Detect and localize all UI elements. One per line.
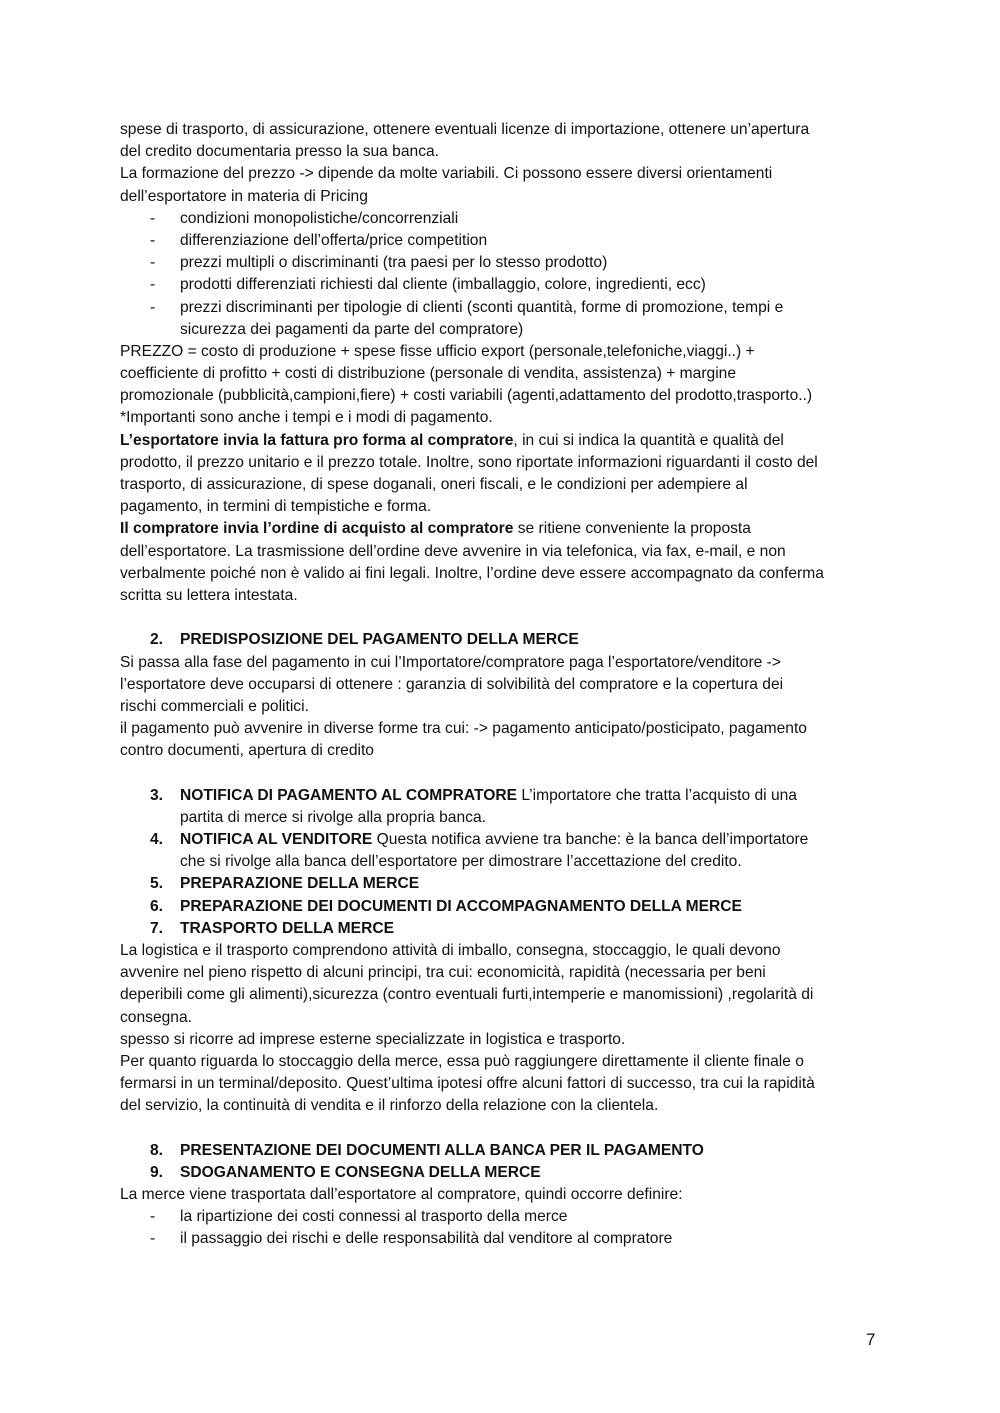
bullet-dash: - bbox=[150, 1208, 156, 1226]
paragraph-line: La merce viene trasportata dall’esportatore al compratore, quindi occorre definire: bbox=[120, 1186, 683, 1203]
paragraph-line: scritta su lettera intestata. bbox=[120, 586, 298, 604]
paragraph-line: La formazione del prezzo -> dipende da molte variabili. Ci possono essere diversi orientamenti bbox=[120, 165, 773, 183]
paragraph-line: coefficiente di profitto + costi di distribuzione (personale di vendita, assistenza) + margine bbox=[120, 365, 736, 383]
list-item: - differenziazione dell’offerta/price competition bbox=[120, 230, 890, 252]
page-number: 7 bbox=[866, 1330, 876, 1349]
list-item: - prezzi multipli o discriminanti (tra paesi per lo stesso prodotto) bbox=[120, 252, 890, 274]
section-heading: 9. SDOGANAMENTO E CONSEGNA DELLA MERCE bbox=[150, 1163, 541, 1181]
paragraph-line: verbalmente poiché non è valido ai fini legali. Inoltre, l’ordine deve essere accompagnato da conferma bbox=[120, 564, 824, 582]
section-heading: 7. TRASPORTO DELLA MERCE bbox=[150, 919, 394, 937]
paragraph-line: fermarsi in un terminal/deposito. Quest’ultima ipotesi offre alcuni fattori di successo, tra cui la rapidità bbox=[120, 1075, 815, 1093]
paragraph-line: deperibili come gli alimenti),sicurezza (contro eventuali furti,intemperie e manomissioni) ,regolarità di bbox=[120, 986, 814, 1004]
paragraph-line: del credito documentaria presso la sua banca. bbox=[120, 143, 439, 161]
paragraph-line: rischi commerciali e politici. bbox=[120, 697, 309, 715]
list-item: - il passaggio dei rischi e delle responsabilità dal venditore al compratore bbox=[120, 1228, 890, 1250]
paragraph-line: pagamento, in termini di tempistiche e forma. bbox=[120, 498, 432, 516]
bullet-dash: - bbox=[150, 276, 156, 294]
paragraph-line: dell’esportatore in materia di Pricing bbox=[120, 187, 368, 205]
list-item: - la ripartizione dei costi connessi al trasporto della merce bbox=[120, 1206, 890, 1228]
document-page bbox=[120, 119, 890, 1251]
bold-lead: Il compratore invia l’ordine di acquisto al compratore bbox=[120, 520, 514, 538]
section-heading: 2. PREDISPOSIZIONE DEL PAGAMENTO DELLA MERCE bbox=[150, 631, 579, 649]
list-item-continuation: sicurezza dei pagamenti da parte del compratore) bbox=[180, 320, 524, 338]
section-heading-continuation: partita di merce si rivolge alla propria banca. bbox=[180, 808, 486, 826]
paragraph-line: PREZZO = costo di produzione + spese fisse ufficio export (personale,telefoniche,viaggi..) + bbox=[120, 342, 755, 360]
paragraph-line: Il compratore invia l’ordine di acquisto al compratore se ritiene conveniente la proposta bbox=[120, 520, 751, 538]
paragraph-line: L’esportatore invia la fattura pro forma al compratore, in cui si indica la quantità e qualità del bbox=[120, 431, 784, 449]
paragraph-line: l’esportatore deve occuparsi di ottenere : garanzia di solvibilità del compratore e la copertura dei bbox=[120, 675, 784, 693]
paragraph-line: Per quanto riguarda lo stoccaggio della merce, essa può raggiungere direttamente il cliente finale o bbox=[120, 1052, 804, 1070]
section-heading: 8. PRESENTAZIONE DEI DOCUMENTI ALLA BANCA PER IL PAGAMENTO bbox=[150, 1141, 704, 1159]
section-heading: 5. PREPARAZIONE DELLA MERCE bbox=[150, 875, 420, 893]
section-heading: 4. NOTIFICA AL VENDITORE Questa notifica avviene tra banche: è la banca dell’importatore bbox=[150, 831, 809, 848]
paragraph-line: prodotto, il prezzo unitario e il prezzo totale. Inoltre, sono riportate informazioni riguardanti il costo del bbox=[120, 453, 818, 471]
paragraph-line: *Importanti sono anche i tempi e i modi di pagamento. bbox=[120, 409, 493, 427]
bullet-dash: - bbox=[150, 231, 156, 249]
paragraph-line: avvenire nel pieno rispetto di alcuni principi, tra cui: economicità, rapidità (necessaria per beni bbox=[120, 964, 766, 982]
section-heading: 6. PREPARAZIONE DEI DOCUMENTI DI ACCOMPAGNAMENTO DELLA MERCE bbox=[150, 897, 742, 915]
paragraph-line: il pagamento può avvenire in diverse forme tra cui: -> pagamento anticipato/posticipato, pagamento bbox=[120, 720, 807, 738]
paragraph-line: trasporto, di assicurazione, di spese doganali, oneri fiscali, e le condizioni per adempiere al bbox=[120, 476, 748, 493]
bullet-dash: - bbox=[150, 298, 156, 316]
paragraph-line: spese di trasporto, di assicurazione, ottenere eventuali licenze di importazione, ottenere un’apertura bbox=[120, 121, 810, 138]
list-item: - prodotti differenziati richiesti dal cliente (imballaggio, colore, ingredienti, ecc) bbox=[120, 274, 890, 296]
paragraph-line: promozionale (pubblicità,campioni,fiere) + costi variabili (agenti,adattamento del prodotto,trasporto..) bbox=[120, 387, 813, 405]
paragraph-line: contro documenti, apertura di credito bbox=[120, 742, 374, 760]
bullet-dash: - bbox=[150, 254, 156, 272]
paragraph-line: dell’esportatore. La trasmissione dell’ordine deve avvenire in via telefonica, via fax, e-mail, e non bbox=[120, 542, 786, 560]
paragraph-line: consegna. bbox=[120, 1008, 192, 1026]
bullet-dash: - bbox=[150, 1230, 156, 1248]
list-item: - prezzi discriminanti per tipologie di clienti (sconti quantità, forme di promozione, tempi e bbox=[120, 297, 890, 319]
list-item: - condizioni monopolistiche/concorrenziali bbox=[120, 208, 890, 230]
bullet-dash: - bbox=[150, 209, 156, 227]
paragraph-line: del servizio, la continuità di vendita e il rinforzo della relazione con la clientela. bbox=[120, 1097, 659, 1115]
paragraph-line: spesso si ricorre ad imprese esterne specializzate in logistica e trasporto. bbox=[120, 1030, 626, 1048]
bold-lead: L’esportatore invia la fattura pro forma al compratore bbox=[120, 431, 514, 449]
paragraph-line: La logistica e il trasporto comprendono attività di imballo, consegna, stoccaggio, le quali devono bbox=[120, 941, 781, 959]
paragraph-line: Si passa alla fase del pagamento in cui l’Importatore/compratore paga l’esportatore/venditore -> bbox=[120, 653, 781, 671]
section-heading: 3. NOTIFICA DI PAGAMENTO AL COMPRATORE L’importatore che tratta l’acquisto di una bbox=[150, 786, 797, 804]
section-heading-continuation: che si rivolge alla banca dell’esportatore per dimostrare l’accettazione del credito. bbox=[180, 853, 742, 871]
